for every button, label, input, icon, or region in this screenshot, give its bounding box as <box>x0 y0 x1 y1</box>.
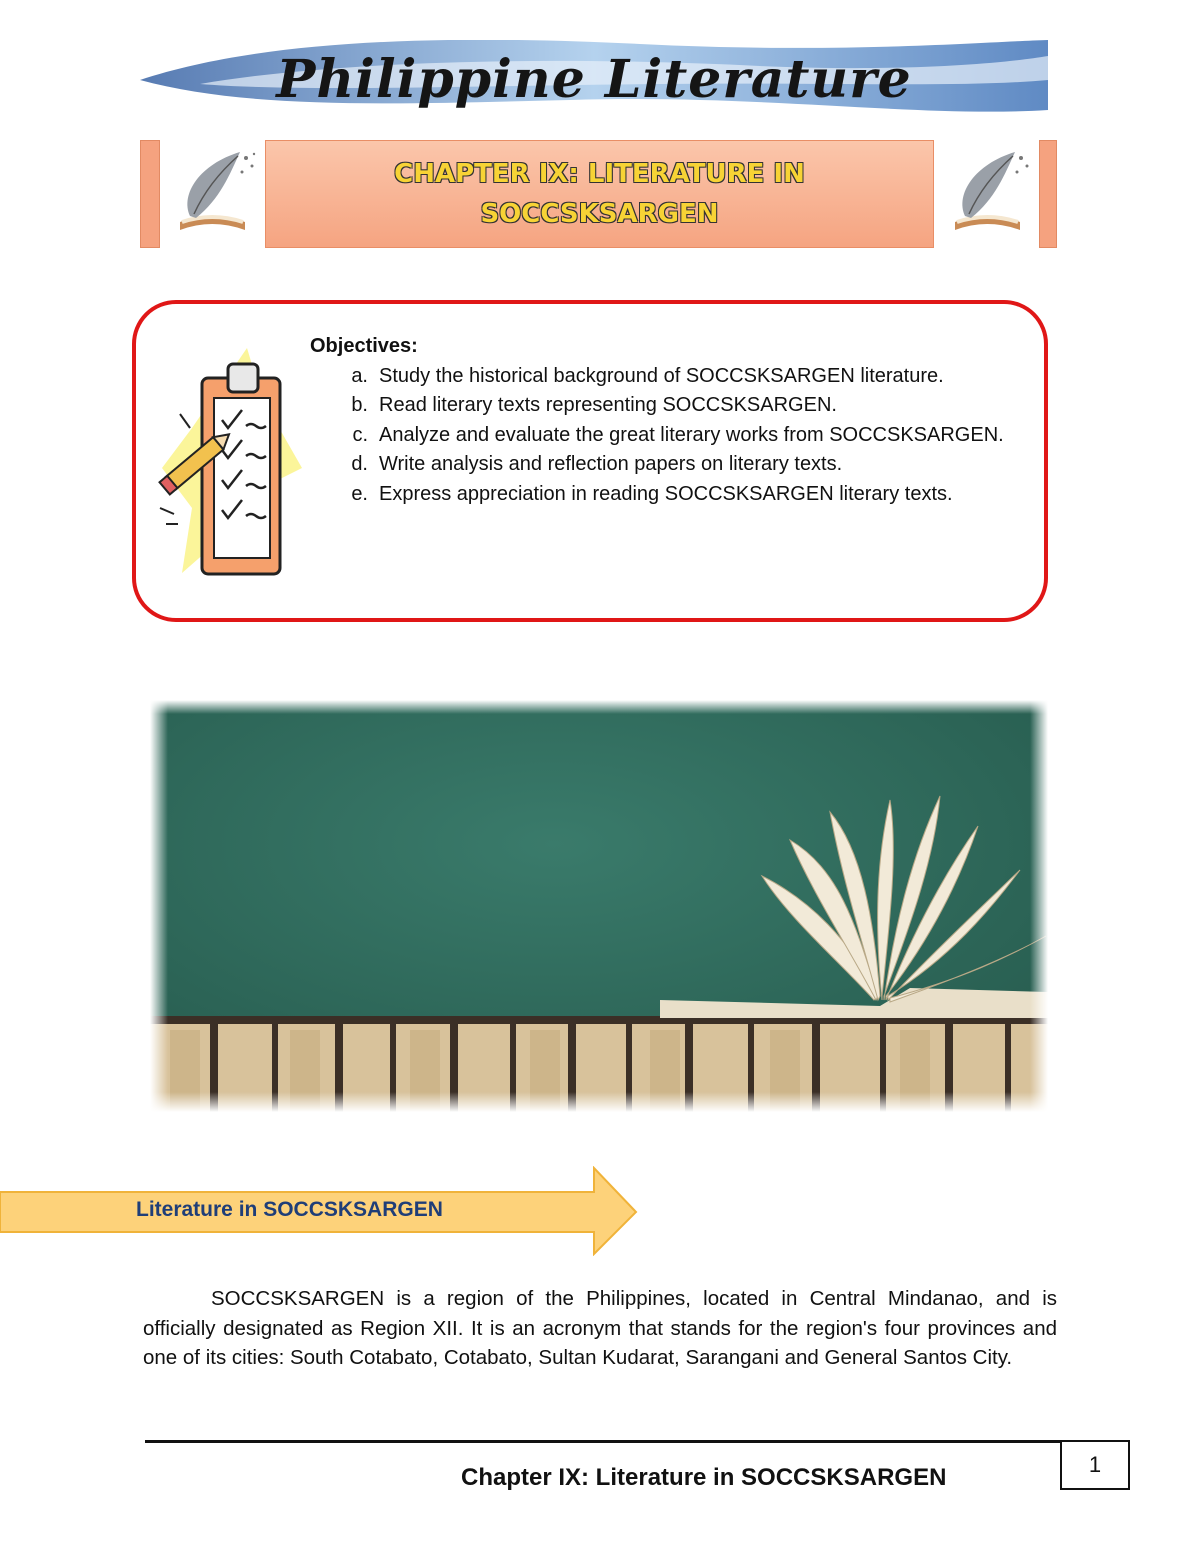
right-strip <box>1039 140 1057 248</box>
chapter-title-box <box>265 140 934 248</box>
objective-item <box>310 421 1030 451</box>
objective-item <box>310 362 1030 392</box>
objective-text: Analyze and evaluate the great literary works from SOCCSKSARGEN. <box>379 423 1004 446</box>
objective-text: Write analysis and reflection papers on literary texts. <box>379 453 843 475</box>
books-chalkboard-image <box>150 700 1048 1112</box>
objective-letter: d. <box>351 453 368 475</box>
objective-letter: b. <box>351 394 368 416</box>
objective-letter: c. <box>352 423 368 446</box>
footer-rule <box>145 1440 1060 1443</box>
objectives-list <box>310 332 1030 509</box>
objective-text: Express appreciation in reading SOCCSKSARGEN literary texts. <box>379 482 953 505</box>
left-strip <box>140 140 160 248</box>
feather-book-icon <box>935 144 1040 244</box>
objective-item <box>310 391 1030 421</box>
objectives-heading: Objectives: <box>310 335 418 357</box>
footer-chapter-label: Chapter IX: Literature in SOCCSKSARGEN <box>461 1464 947 1491</box>
chapter-header <box>140 140 1058 248</box>
objective-item <box>310 450 1030 480</box>
section-heading: Literature in SOCCSKSARGEN <box>136 1198 443 1221</box>
banner <box>140 40 1048 118</box>
clipboard-checklist-icon <box>152 338 302 588</box>
page-number: 1 <box>1060 1440 1130 1490</box>
objective-item <box>310 480 1030 510</box>
banner-title: Philippine Literature <box>276 48 912 110</box>
feather-book-icon <box>160 144 265 244</box>
objective-letter: a. <box>351 364 368 387</box>
objective-letter: e. <box>351 482 368 505</box>
chapter-title: CHAPTER IX: LITERATURE IN SOCCSKSARGEN <box>394 159 805 229</box>
intro-paragraph: SOCCSKSARGEN is a region of the Philippines, located in Central Mindanao, and is officially designated as Region XII. It is an acronym that stands for the region's four provinces and one of its cities: South Cotabato, Cotabato, Sultan Kudarat, Sarangani and General Santos City. <box>143 1287 1057 1369</box>
objective-text: Read literary texts representing SOCCSKSARGEN. <box>379 394 837 416</box>
objective-text: Study the historical background of SOCCSKSARGEN literature. <box>379 364 944 387</box>
